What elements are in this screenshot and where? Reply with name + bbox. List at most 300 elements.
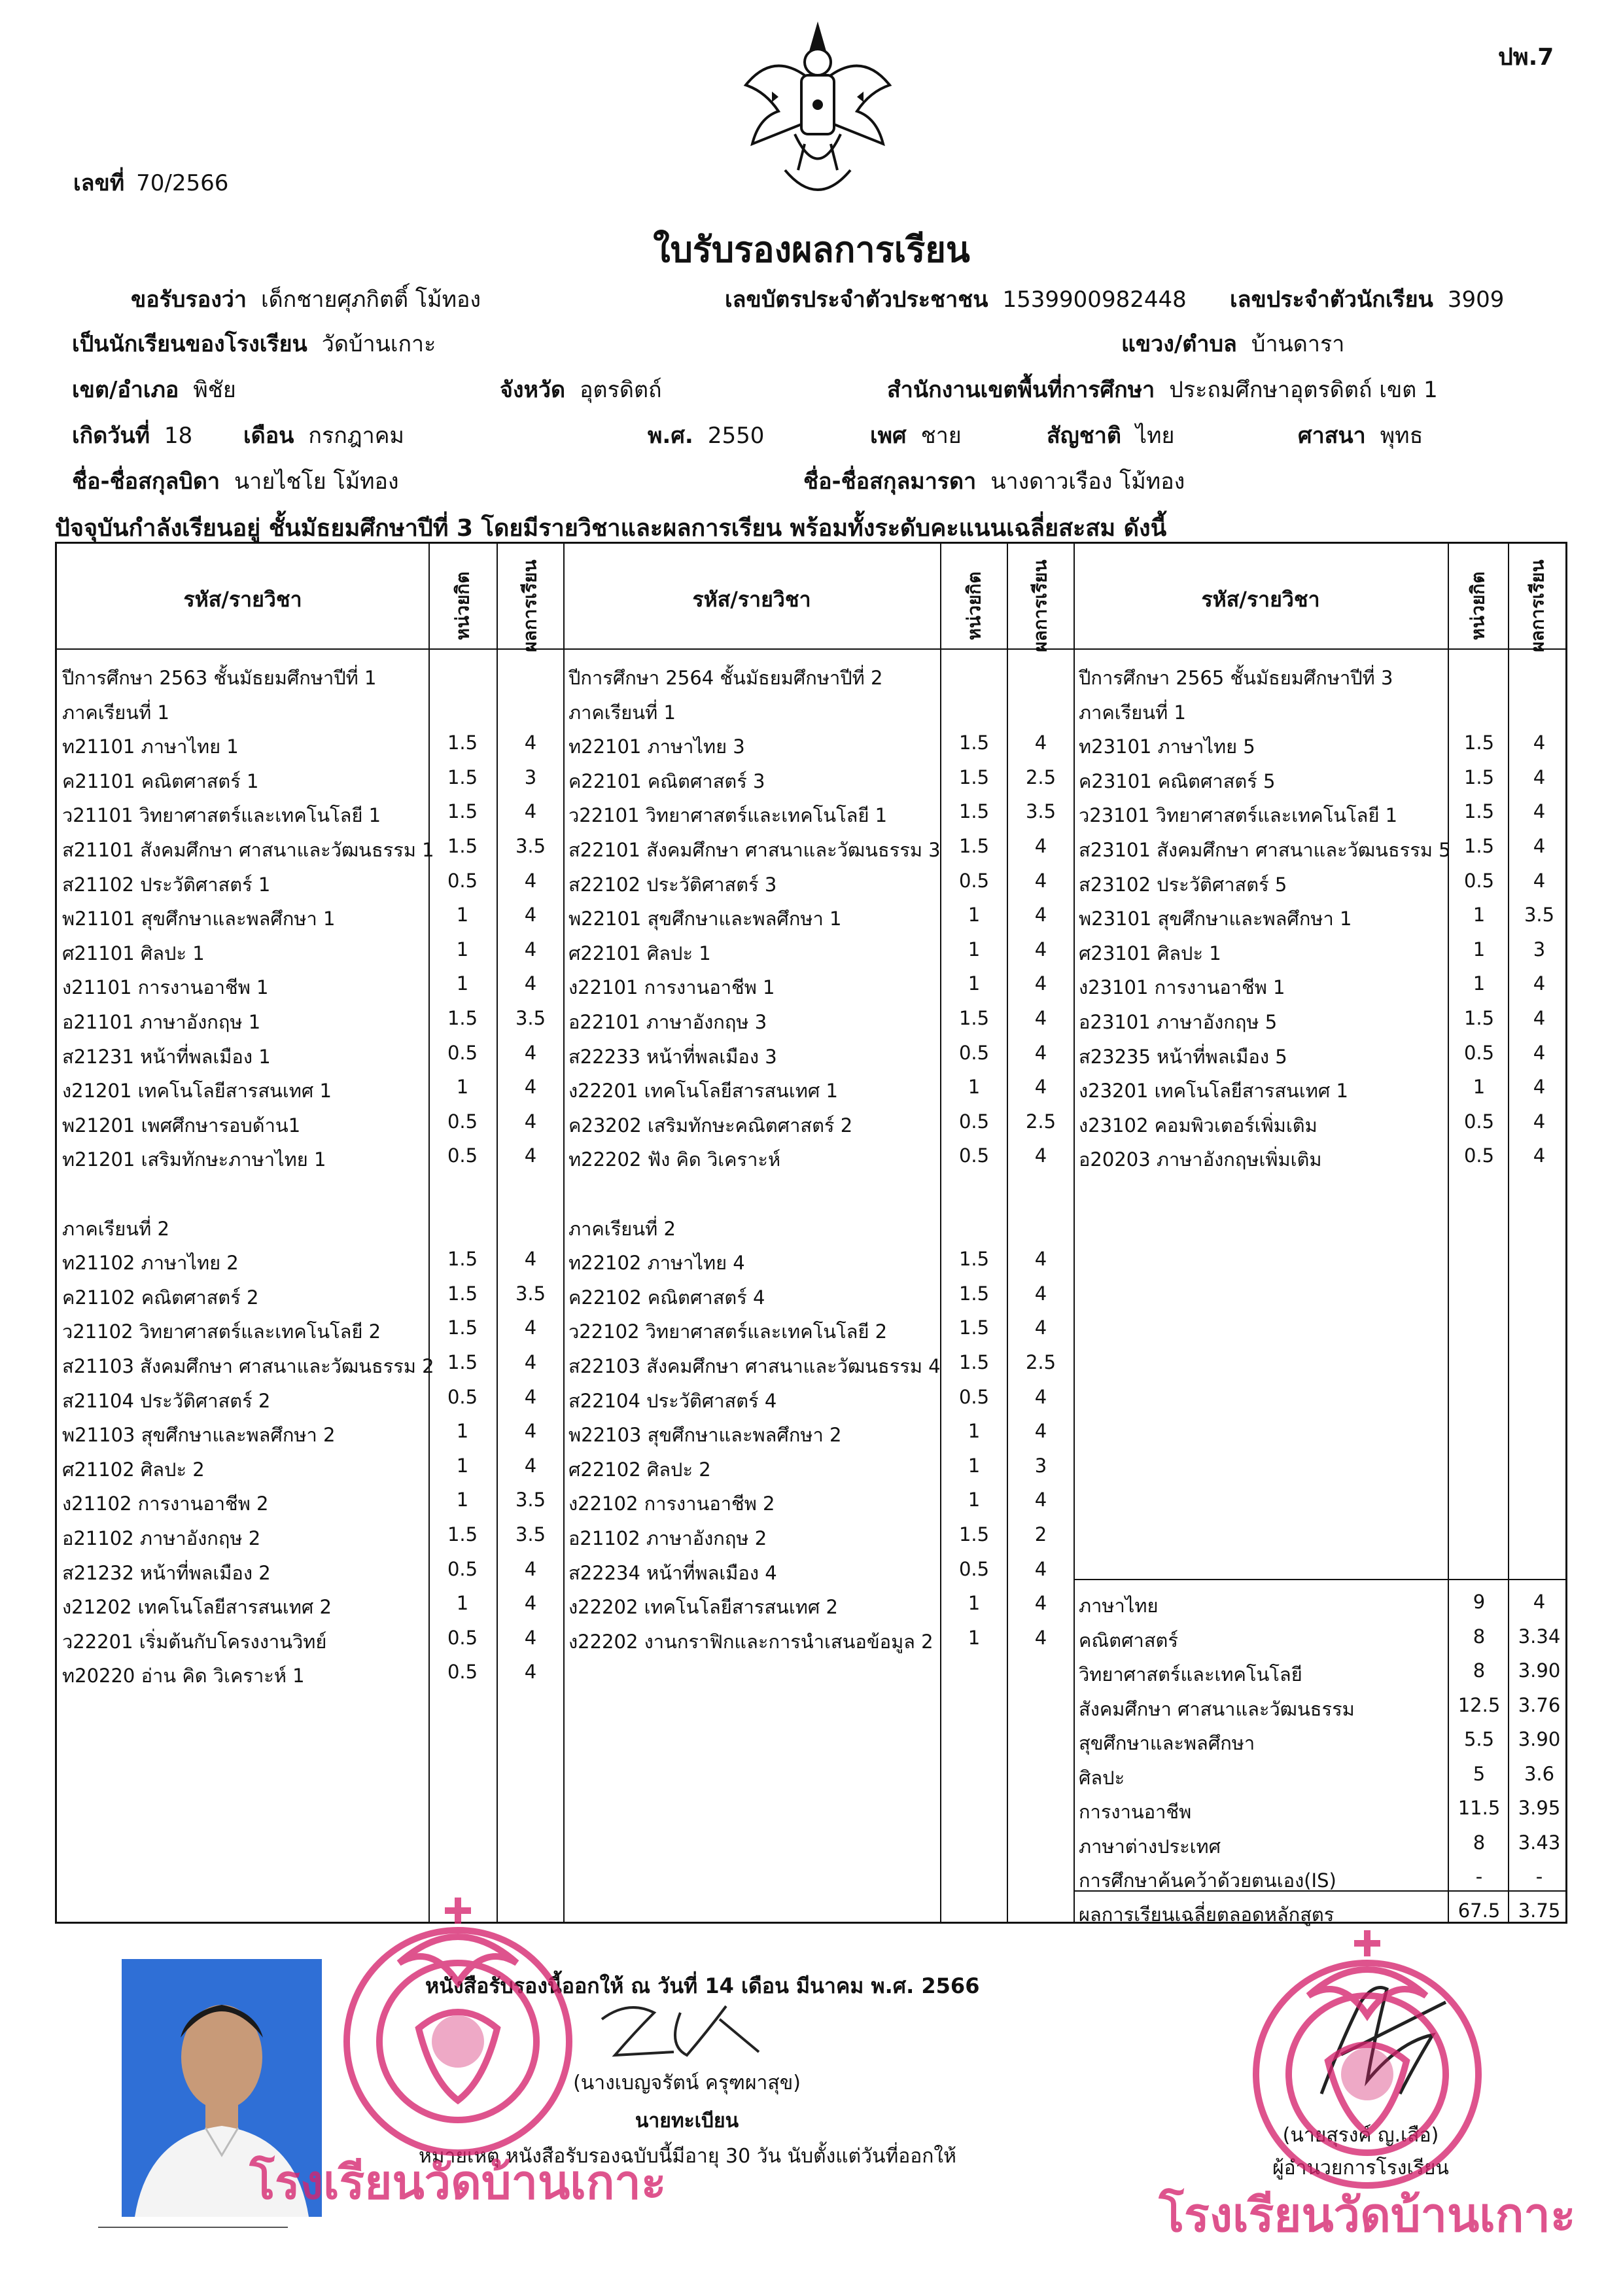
credit-cell: 1.5 [1463,835,1495,857]
subject-cell: ส22233 หน้าที่พลเมือง 3 [568,1045,777,1068]
grade-cell: 4 [524,1144,537,1167]
subject-cell: ว23101 วิทยาศาสตร์และเทคโนโลยี 1 [1079,804,1398,827]
subject-cell: ท22202 ฟัง คิด วิเคราะห์ [568,1148,781,1171]
document-number-value: 70/2566 [136,170,229,196]
subject-cell: ภาคเรียนที่ 2 [568,1217,676,1240]
summary-subject-cell: ภาษาไทย [1079,1595,1159,1617]
subject-cell: ง22102 การงานอาชีพ 2 [568,1492,775,1515]
subdistrict-row [1121,326,1344,361]
summary-grade-cell: 3.43 [1518,1831,1561,1854]
subject-cell: ค21101 คณิตศาสตร์ 1 [62,769,259,792]
grade-cell: 4 [1034,1626,1047,1649]
credit-cell: 1 [456,904,469,927]
credit-cell: 1.5 [958,732,990,754]
subject-cell: ว22101 วิทยาศาสตร์และเทคโนโลยี 1 [568,804,888,827]
credit-cell: 1.5 [958,835,990,857]
validity-note: หมายเหตุ หนังสือรับรองฉบับนี้มีอายุ 30 วัน นับตั้งแต่วันที่ออกให้ [419,2145,956,2168]
subject-cell: ส21232 หน้าที่พลเมือง 2 [62,1561,271,1584]
summary-subject-cell: การงานอาชีพ [1079,1801,1192,1823]
subject-cell: อ23101 ภาษาอังกฤษ 5 [1079,1011,1278,1033]
grade-cell: 3.5 [515,1007,546,1029]
birth-month-label: เดือน [243,423,294,449]
grade-cell: 4 [1034,972,1047,995]
summary-subject-cell: การศึกษาค้นคว้าด้วยตนเอง(IS) [1079,1869,1336,1892]
credit-cell: 1.5 [447,1007,478,1029]
grade-cell: 4 [1034,1041,1047,1064]
header-grade-1: ผลการเรียน [519,559,541,652]
nationality-row [1047,417,1174,453]
header-credit-3: หน่วยกิต [1467,571,1488,641]
subject-cell: ส22234 หน้าที่พลเมือง 4 [568,1561,777,1584]
grade-cell: 4 [524,1454,537,1477]
subject-cell: ว21101 วิทยาศาสตร์และเทคโนโลยี 1 [62,804,381,827]
summary-subject-cell: ภาษาต่างประเทศ [1079,1835,1221,1858]
mother-label: ชื่อ-ชื่อสกุลมารดา [803,468,977,495]
birth-day-value: 18 [164,423,193,449]
grade-cell: 4 [524,869,537,892]
grade-cell: 2.5 [1025,766,1056,788]
credit-cell: 1 [456,1420,469,1443]
credit-cell: 0.5 [447,1557,478,1580]
credit-cell: 0.5 [958,1110,990,1133]
grade-cell: 4 [1533,1007,1546,1029]
summary-grade-cell: 3.95 [1518,1797,1561,1819]
credit-cell: 1 [1473,904,1486,927]
grade-cell: 4 [1034,1316,1047,1339]
birth-month-row [243,417,404,453]
id-card-label: เลขบัตรประจำตัวประชาชน [725,287,988,313]
school-seal-left [249,1884,667,2225]
credit-cell: 1.5 [958,1007,990,1029]
nationality-label: สัญชาติ [1047,423,1121,449]
grade-cell: 4 [524,1420,537,1443]
subject-cell: อ21102 ภาษาอังกฤษ 2 [568,1527,767,1549]
subject-cell: ท20220 อ่าน คิด วิเคราะห์ 1 [62,1665,305,1687]
subject-cell: ค22101 คณิตศาสตร์ 3 [568,769,765,792]
grade-cell: 4 [1533,972,1546,995]
grade-cell: 4 [524,1110,537,1133]
issued-date: หนังสือรับรองนี้ออกให้ ณ วันที่ 14 เดือน มีนาคม พ.ศ. 2566 [425,1973,980,1998]
subject-cell: พ21101 สุขศึกษาและพลศึกษา 1 [62,908,336,930]
credit-cell: 1.5 [1463,766,1495,788]
birth-year-label: พ.ศ. [648,423,693,449]
credit-cell: 1.5 [447,1523,478,1545]
seal-right-text: โรงเรียนวัดบ้านเกาะ [1159,2187,1576,2242]
credit-cell: 0.5 [958,1385,990,1408]
credit-cell: 1 [968,1489,981,1511]
credit-cell: 1.5 [447,1248,478,1271]
province-label: จังหวัด [500,377,566,403]
summary-grade-cell: 3.34 [1518,1625,1561,1648]
id-card-value: 1539900982448 [1002,287,1187,313]
subject-cell: ง22201 เทคโนโลยีสารสนเทศ 1 [568,1080,838,1103]
header-grade-3: ผลการเรียน [1527,559,1548,652]
credit-cell: 1 [968,1420,981,1443]
credit-cell: 1 [968,904,981,927]
school-seal-right [1159,1924,1576,2264]
subject-cell: ค23101 คณิตศาสตร์ 5 [1079,769,1276,792]
credit-cell: 0.5 [1463,1110,1495,1133]
subject-cell: อ22101 ภาษาอังกฤษ 3 [568,1011,767,1033]
subject-cell: ว21102 วิทยาศาสตร์และเทคโนโลยี 2 [62,1320,381,1343]
grade-cell: 4 [1533,766,1546,788]
subject-cell: ส22104 ประวัติศาสตร์ 4 [568,1389,777,1412]
credit-cell: 1.5 [1463,732,1495,754]
subject-cell: ศ21102 ศิลปะ 2 [62,1458,205,1481]
subject-cell: ปีการศึกษา 2563 ชั้นมัธยมศึกษาปีที่ 1 [62,667,377,689]
subdistrict-label: แขวง/ตำบล [1121,331,1237,357]
credit-cell: 1.5 [958,800,990,823]
grade-cell: 4 [524,1557,537,1580]
subject-cell: ง21101 การงานอาชีพ 1 [62,976,269,999]
subject-cell: ว22201 เริ่มต้นกับโครงงานวิทย์ [62,1630,327,1653]
subject-cell: ว22102 วิทยาศาสตร์และเทคโนโลยี 2 [568,1320,888,1343]
credit-cell: 0.5 [1463,1041,1495,1064]
page-title: ใบรับรองผลการเรียน [653,229,970,270]
summary-grade-cell: - [1535,1865,1543,1888]
registrar-title: นายทะเบียน [635,2110,739,2132]
school-row [72,326,436,361]
credit-cell: 0.5 [958,1041,990,1064]
grade-cell: 4 [1034,1076,1047,1099]
credit-cell: 0.5 [958,1144,990,1167]
province-value: อุตรดิตถ์ [580,377,662,403]
subdistrict-value: บ้านดารา [1251,331,1345,357]
grade-cell: 3.5 [1025,800,1056,823]
credit-cell: 0.5 [1463,869,1495,892]
subject-cell: ง21202 เทคโนโลยีสารสนเทศ 2 [62,1596,332,1619]
district-value: พิชัย [193,377,236,403]
subject-cell: ปีการศึกษา 2565 ชั้นมัธยมศึกษาปีที่ 3 [1079,667,1393,689]
subject-cell: ส23101 สังคมศึกษา ศาสนาและวัฒนธรรม 5 [1079,839,1451,861]
credit-cell: 1 [968,1454,981,1477]
credit-cell: 1.5 [958,1316,990,1339]
grade-cell: 2 [1034,1523,1047,1545]
header-subject-1: รหัส/รายวิชา [183,587,302,612]
subject-cell: ค23202 เสริมทักษะคณิตศาสตร์ 2 [568,1114,853,1137]
subject-cell: ศ22101 ศิลปะ 1 [568,942,711,964]
grade-cell: 4 [524,800,537,823]
credit-cell: 1.5 [447,800,478,823]
subject-cell: ส21101 สังคมศึกษา ศาสนาและวัฒนธรรม 1 [62,839,434,861]
school-label: เป็นนักเรียนของโรงเรียน [72,331,307,357]
subject-cell: ง22202 เทคโนโลยีสารสนเทศ 2 [568,1596,838,1619]
grade-cell: 4 [524,972,537,995]
credit-cell: 1 [456,1489,469,1511]
summary-credit-cell: 11.5 [1457,1797,1501,1819]
credit-cell: 1 [968,1626,981,1649]
subject-cell: ง22202 งานกราฟิกและการนำเสนอข้อมูล 2 [568,1630,934,1653]
credit-cell: 1 [1473,1076,1486,1099]
garuda-emblem-icon [733,13,903,209]
subject-cell: ง23201 เทคโนโลยีสารสนเทศ 1 [1079,1080,1348,1103]
certify-row [131,281,481,317]
subject-cell: ส22102 ประวัติศาสตร์ 3 [568,873,777,896]
credit-cell: 1.5 [958,1523,990,1545]
grade-cell: 4 [1533,869,1546,892]
province-row [500,372,662,407]
credit-cell: 1 [968,972,981,995]
grade-cell: 4 [524,938,537,961]
subject-cell: ภาคเรียนที่ 1 [62,701,169,724]
grade-cell: 4 [524,1592,537,1615]
header-grade-2: ผลการเรียน [1030,559,1051,652]
credit-cell: 1 [456,938,469,961]
grade-cell: 4 [1034,904,1047,927]
credit-cell: 0.5 [447,1041,478,1064]
subject-cell: ง22101 การงานอาชีพ 1 [568,976,775,999]
subject-cell: อ21102 ภาษาอังกฤษ 2 [62,1527,261,1549]
photo-signature-line [98,2227,288,2228]
intro-text: ปัจจุบันกำลังเรียนอยู่ ชั้นมัธยมศึกษาปีที่ 3 โดยมีรายวิชาและผลการเรียน พร้อมทั้งระดับคะแนนเฉลี่ยสะสม ดังนี้ [55,515,1167,542]
credit-cell: 0.5 [958,1557,990,1580]
mother-value: นางดาวเรือง โม้ทอง [990,468,1185,495]
nationality-value: ไทย [1135,423,1175,449]
grade-cell: 4 [1034,1489,1047,1511]
director-title: ผู้อำนวยการโรงเรียน [1272,2157,1449,2180]
grade-cell: 4 [1533,1110,1546,1133]
grade-cell: 4 [1034,1592,1047,1615]
credit-cell: 0.5 [447,1144,478,1167]
grade-cell: 4 [524,1076,537,1099]
summary-credit-cell: 8 [1473,1831,1486,1854]
area-office-row [887,372,1438,407]
director-name: (นายสุรงค์ ญ.เสือ) [1282,2124,1439,2147]
school-value: วัดบ้านเกาะ [321,331,436,357]
subject-cell: ส21102 ประวัติศาสตร์ 1 [62,873,271,896]
credit-cell: 1.5 [447,835,478,857]
credit-cell: 1.5 [447,1316,478,1339]
father-value: นายไชโย โม้ทอง [234,468,399,495]
subject-cell: ง23102 คอมพิวเตอร์เพิ่มเติม [1079,1114,1318,1137]
grade-cell: 3.5 [515,1282,546,1305]
sex-value: ชาย [920,423,962,449]
credit-cell: 1.5 [447,732,478,754]
subject-cell: พ23101 สุขศึกษาและพลศึกษา 1 [1079,908,1352,930]
subject-cell: อ20203 ภาษาอังกฤษเพิ่มเติม [1079,1148,1322,1171]
subject-cell: พ22103 สุขศึกษาและพลศึกษา 2 [568,1424,842,1447]
grade-cell: 4 [1034,1144,1047,1167]
grade-cell: 4 [524,1626,537,1649]
summary-subject-cell: สุขศึกษาและพลศึกษา [1079,1732,1255,1754]
area-office-label: สำนักงานเขตพื้นที่การศึกษา [887,377,1155,403]
total-credit-cell: 67.5 [1457,1899,1501,1922]
district-row [72,372,236,407]
grade-cell: 4 [1533,732,1546,754]
subject-cell: ส21231 หน้าที่พลเมือง 1 [62,1045,271,1068]
subject-cell: ภาคเรียนที่ 1 [1079,701,1186,724]
subject-cell: ส23102 ประวัติศาสตร์ 5 [1079,873,1287,896]
grade-cell: 4 [524,732,537,754]
grade-cell: 4 [524,1041,537,1064]
header-subject-3: รหัส/รายวิชา [1201,587,1320,612]
birth-day-label: เกิดวันที่ [72,423,150,449]
subject-cell: ส22101 สังคมศึกษา ศาสนาและวัฒนธรรม 3 [568,839,941,861]
religion-row [1298,417,1423,453]
total-label-cell: ผลการเรียนเฉลี่ยตลอดหลักสูตร [1079,1903,1335,1926]
student-no-label: เลขประจำตัวนักเรียน [1230,287,1433,313]
credit-cell: 0.5 [447,1626,478,1649]
grade-cell: 3.5 [515,1523,546,1545]
subject-cell: ท22101 ภาษาไทย 3 [568,735,745,758]
document-number [73,165,228,200]
subject-cell: ส21104 ประวัติศาสตร์ 2 [62,1389,271,1412]
subject-cell: ศ23101 ศิลปะ 1 [1079,942,1221,964]
birth-year-value: 2550 [707,423,765,449]
summary-subject-cell: สังคมศึกษา ศาสนาและวัฒนธรรม [1079,1697,1355,1720]
grade-cell: 3.5 [515,1489,546,1511]
header-credit-2: หน่วยกิต [963,571,985,641]
credit-cell: 1.5 [958,766,990,788]
subject-cell: ง23101 การงานอาชีพ 1 [1079,976,1285,999]
subject-cell: ค22102 คณิตศาสตร์ 4 [568,1286,765,1309]
subject-cell: อ21101 ภาษาอังกฤษ 1 [62,1011,261,1033]
subject-cell: ส22103 สังคมศึกษา ศาสนาและวัฒนธรรม 4 [568,1355,941,1377]
sex-row [870,417,962,453]
grade-cell: 3 [1034,1454,1047,1477]
grade-cell: 4 [524,1385,537,1408]
credit-cell: 0.5 [1463,1144,1495,1167]
grade-cell: 3 [1533,938,1546,961]
subject-cell: ส21103 สังคมศึกษา ศาสนาและวัฒนธรรม 2 [62,1355,434,1377]
summary-subject-cell: ศิลปะ [1079,1766,1125,1789]
grade-cell: 4 [524,1248,537,1271]
student-name: เด็กชายศุภกิตติ์ โม้ทอง [260,287,481,313]
grade-cell: 2.5 [1025,1351,1056,1373]
credit-cell: 1 [1473,938,1486,961]
subject-cell: ส23235 หน้าที่พลเมือง 5 [1079,1045,1287,1068]
area-office-value: ประถมศึกษาอุตรดิตถ์ เขต 1 [1169,377,1438,403]
grades-table [55,542,1567,1924]
credit-cell: 1.5 [447,1351,478,1373]
credit-cell: 0.5 [958,869,990,892]
grade-cell: 4 [1034,869,1047,892]
religion-value: พุทธ [1380,423,1423,449]
header-credit-1: หน่วยกิต [451,571,473,641]
grade-cell: 4 [1034,1282,1047,1305]
grade-cell: 4 [524,1661,537,1684]
grade-cell: 4 [524,904,537,927]
credit-cell: 1 [1473,972,1486,995]
credit-cell: 1 [968,938,981,961]
credit-cell: 1 [968,1076,981,1099]
credit-cell: 0.5 [447,1110,478,1133]
grade-cell: 4 [1034,1007,1047,1029]
mother-row [803,463,1185,499]
subject-cell: พ21201 เพศศึกษารอบด้าน1 [62,1114,301,1137]
grade-cell: 4 [1034,835,1047,857]
header-subject-2: รหัส/รายวิชา [692,587,811,612]
credit-cell: 1 [456,972,469,995]
subject-cell: ท21101 ภาษาไทย 1 [62,735,239,758]
birth-year-row [648,417,764,453]
student-no-row [1230,281,1504,317]
credit-cell: 1.5 [958,1248,990,1271]
grade-cell: 4 [1533,1144,1546,1167]
student-no-value: 3909 [1447,287,1505,313]
credit-cell: 1.5 [958,1282,990,1305]
summary-grade-cell: 3.76 [1518,1693,1561,1716]
credit-cell: 1 [968,1592,981,1615]
subject-cell: ท21102 ภาษาไทย 2 [62,1252,239,1275]
credit-cell: 1.5 [447,1282,478,1305]
credit-cell: 0.5 [447,869,478,892]
grade-cell: 4 [1034,1385,1047,1408]
summary-grade-cell: 4 [1533,1591,1546,1613]
sex-label: เพศ [870,423,907,449]
summary-grade-cell: 3.6 [1524,1762,1555,1785]
subject-cell: ท23101 ภาษาไทย 5 [1079,735,1255,758]
grade-cell: 3.5 [515,835,546,857]
grade-cell: 4 [1034,938,1047,961]
summary-grade-cell: 3.90 [1518,1659,1561,1682]
district-label: เขต/อำเภอ [72,377,179,403]
subject-cell: ง21102 การงานอาชีพ 2 [62,1492,269,1515]
birth-month-value: กรกฎาคม [308,423,404,449]
subject-cell: ศ22102 ศิลปะ 2 [568,1458,711,1481]
registrar-name: (นางเบญจรัตน์ ครุฑผาสุข) [573,2072,801,2094]
grade-cell: 4 [1533,1041,1546,1064]
subject-cell: ศ21101 ศิลปะ 1 [62,942,205,964]
subject-cell: พ21103 สุขศึกษาและพลศึกษา 2 [62,1424,336,1447]
grade-cell: 4 [1034,1557,1047,1580]
grade-cell: 4 [1533,835,1546,857]
seal-left-text: โรงเรียนวัดบ้านเกาะ [249,2155,667,2210]
credit-cell: 0.5 [447,1661,478,1684]
document-number-label: เลขที่ [73,170,125,196]
religion-label: ศาสนา [1298,423,1366,449]
subject-cell: ท21201 เสริมทักษะภาษาไทย 1 [62,1148,326,1171]
subject-cell: ปีการศึกษา 2564 ชั้นมัธยมศึกษาปีที่ 2 [568,667,883,689]
father-label: ชื่อ-ชื่อสกุลบิดา [72,468,220,495]
credit-cell: 1 [456,1076,469,1099]
credit-cell: 1.5 [447,766,478,788]
grade-cell: 4 [1034,1420,1047,1443]
subject-cell: ภาคเรียนที่ 1 [568,701,676,724]
grade-cell: 3 [524,766,537,788]
grade-cell: 4 [1533,800,1546,823]
subject-cell: ท22102 ภาษาไทย 4 [568,1252,745,1275]
credit-cell: 1.5 [958,1351,990,1373]
subject-cell: พ22101 สุขศึกษาและพลศึกษา 1 [568,908,842,930]
grade-cell: 4 [1034,732,1047,754]
summary-subject-cell: คณิตศาสตร์ [1079,1629,1178,1651]
summary-credit-cell: 5 [1473,1762,1486,1785]
credit-cell: 1 [456,1454,469,1477]
summary-credit-cell: - [1475,1865,1483,1888]
summary-credit-cell: 8 [1473,1659,1486,1682]
grade-cell: 4 [1533,1076,1546,1099]
summary-credit-cell: 12.5 [1457,1693,1501,1716]
summary-credit-cell: 5.5 [1463,1728,1495,1750]
birth-day-row [72,417,192,453]
summary-subject-cell: วิทยาศาสตร์และเทคโนโลยี [1079,1663,1302,1686]
summary-credit-cell: 9 [1473,1591,1486,1613]
summary-credit-cell: 8 [1473,1625,1486,1648]
credit-cell: 1 [456,1592,469,1615]
credit-cell: 1.5 [1463,1007,1495,1029]
subject-cell: ภาคเรียนที่ 2 [62,1217,169,1240]
form-code: ปพ.7 [1498,44,1554,71]
grade-cell: 2.5 [1025,1110,1056,1133]
credit-cell: 1.5 [1463,800,1495,823]
grade-cell: 4 [524,1316,537,1339]
certify-label: ขอรับรองว่า [131,287,247,313]
subject-cell: ค21102 คณิตศาสตร์ 2 [62,1286,259,1309]
grade-cell: 3.5 [1524,904,1555,927]
subject-cell: ง21201 เทคโนโลยีสารสนเทศ 1 [62,1080,332,1103]
father-row [72,463,399,499]
